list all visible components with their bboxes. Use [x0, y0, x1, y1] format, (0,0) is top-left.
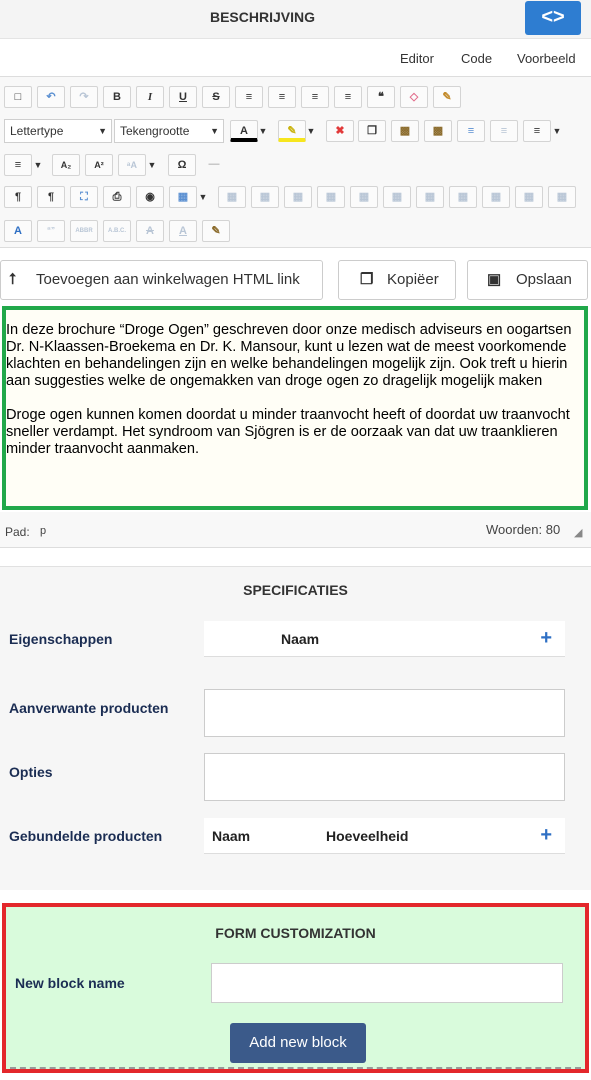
- numbered-list-icon[interactable]: ≡: [523, 120, 551, 142]
- insert-col-after-icon[interactable]: ▦: [449, 186, 477, 208]
- add-new-block-button[interactable]: Add new block: [230, 1023, 366, 1063]
- word-count: Woorden: 80: [486, 522, 561, 537]
- attributes-icon[interactable]: ✎: [202, 220, 230, 242]
- text-size-dropdown-icon[interactable]: ▼: [147, 160, 157, 170]
- editor-paragraph-2: Droge ogen kunnen komen doordat u minder traanvocht heeft of doordat uw traanvocht sneller verdampt. Het syndroom van Sjögren is er de oorzaak van dat uw traanklieren minder traanvocht aanmaken.: [6, 407, 570, 457]
- split-cells-icon[interactable]: ▦: [515, 186, 543, 208]
- table-icon[interactable]: ▦: [169, 186, 197, 208]
- strikethrough-icon[interactable]: S: [202, 86, 230, 108]
- section-title: BESCHRIJVING: [209, 9, 316, 25]
- save-button[interactable]: ▣ Opslaan: [467, 260, 588, 300]
- tab-preview[interactable]: Voorbeeld: [517, 51, 576, 66]
- subscript-icon[interactable]: A₂: [52, 154, 80, 176]
- bold-icon[interactable]: B: [103, 86, 131, 108]
- options-input[interactable]: [204, 753, 565, 801]
- bundled-products-label: Gebundelde producten: [9, 828, 163, 844]
- copy-button[interactable]: ❐ Kopiëer: [338, 260, 456, 300]
- upload-icon: ⭡: [9, 271, 17, 288]
- horizontal-line-icon[interactable]: —: [208, 158, 220, 170]
- fullscreen-icon[interactable]: ⛶: [70, 186, 98, 208]
- blockquote-icon[interactable]: ❝: [367, 86, 395, 108]
- table-dropdown-icon[interactable]: ▼: [198, 192, 208, 202]
- paste-text-icon[interactable]: ▩: [424, 120, 452, 142]
- highlight-color-icon[interactable]: ✎: [278, 120, 306, 142]
- options-label: Opties: [9, 764, 53, 780]
- code-toggle-button[interactable]: <>: [525, 1, 581, 35]
- acronym-icon[interactable]: A.B.C.: [103, 220, 131, 242]
- related-products-label: Aanverwante producten: [9, 700, 169, 716]
- rtl-icon[interactable]: ¶: [37, 186, 65, 208]
- font-size-select[interactable]: Tekengrootte ▼: [114, 119, 224, 143]
- align-left-icon[interactable]: ≡: [301, 86, 329, 108]
- new-block-name-input[interactable]: [211, 963, 563, 1003]
- add-property-button[interactable]: +: [540, 627, 552, 649]
- related-products-input[interactable]: [204, 689, 565, 737]
- align-center-icon[interactable]: ≡: [268, 86, 296, 108]
- dashed-divider: [10, 1067, 581, 1069]
- clean-format-icon[interactable]: ✎: [433, 86, 461, 108]
- add-to-cart-html-link-button[interactable]: ⭡ Toevoegen aan winkelwagen HTML link: [0, 260, 323, 300]
- form-customization-title: FORM CUSTOMIZATION: [215, 925, 376, 941]
- styles-icon[interactable]: A: [4, 220, 32, 242]
- superscript-icon[interactable]: A²: [85, 154, 113, 176]
- quotes-icon[interactable]: “”: [37, 220, 65, 242]
- save-icon: ▣: [487, 271, 502, 288]
- insert-row-after-icon[interactable]: ▦: [350, 186, 378, 208]
- paste-icon[interactable]: ▩: [391, 120, 419, 142]
- path-label: Pad:: [5, 525, 30, 539]
- bullet-list-icon[interactable]: ≡: [4, 154, 32, 176]
- highlight-dropdown-icon[interactable]: ▼: [306, 126, 316, 136]
- tab-code[interactable]: Code: [461, 51, 493, 66]
- font-family-select[interactable]: Lettertype ▼: [4, 119, 112, 143]
- editor-toolbar: [0, 76, 591, 248]
- special-char-icon[interactable]: Ω: [168, 154, 196, 176]
- specifications-panel: [0, 566, 591, 890]
- outdent-icon[interactable]: ≡: [490, 120, 518, 142]
- path-value: p: [40, 525, 47, 537]
- bullet-list-dropdown-icon[interactable]: ▼: [33, 160, 43, 170]
- properties-label: Eigenschappen: [9, 631, 113, 647]
- copy-icon[interactable]: ❐: [358, 120, 386, 142]
- form-customization-panel: [2, 903, 589, 1073]
- print-icon[interactable]: ⎙: [103, 186, 131, 208]
- text-color-icon[interactable]: A: [230, 120, 258, 142]
- insert-col-before-icon[interactable]: ▦: [416, 186, 444, 208]
- editor-status-bar: [0, 512, 591, 548]
- add-bundled-product-button[interactable]: +: [540, 824, 552, 846]
- insert-text-icon[interactable]: A: [169, 220, 197, 242]
- cut-icon[interactable]: ✖: [326, 120, 354, 142]
- ltr-icon[interactable]: ¶: [4, 186, 32, 208]
- table-delete-icon[interactable]: ▦: [218, 186, 246, 208]
- delete-row-icon[interactable]: ▦: [383, 186, 411, 208]
- new-document-icon[interactable]: □: [4, 86, 32, 108]
- text-size-icon[interactable]: ᵃA: [118, 154, 146, 176]
- find-icon[interactable]: ◉: [136, 186, 164, 208]
- insert-row-before-icon[interactable]: ▦: [317, 186, 345, 208]
- table-props-icon[interactable]: ▦: [251, 186, 279, 208]
- indent-icon[interactable]: ≡: [457, 120, 485, 142]
- align-right-icon[interactable]: ≡: [334, 86, 362, 108]
- align-justify-icon[interactable]: ≡: [235, 86, 263, 108]
- italic-icon[interactable]: I: [136, 86, 164, 108]
- rich-text-editor[interactable]: [2, 306, 588, 510]
- delete-col-icon[interactable]: ▦: [482, 186, 510, 208]
- abbreviation-icon[interactable]: ABBR: [70, 220, 98, 242]
- redo-icon[interactable]: ↷: [70, 86, 98, 108]
- specifications-title: SPECIFICATIES: [243, 582, 348, 598]
- editor-paragraph-1: In deze brochure “Droge Ogen” geschreven door onze medisch adviseurs en oogartsen Dr. N-Klaassen-Broekema en Dr. K. Mansour, kunt u lezen wat de meest voorkomende klachten en behandelingen zijn en welke behandelingen mogelijk zijn. Ook treft u hierin aan suggesties welke de ongemakken van droge ogen zo dragelijk mogelijk maken: [6, 322, 572, 389]
- merge-cells-icon[interactable]: ▦: [548, 186, 576, 208]
- section-header: [0, 0, 591, 38]
- properties-table-header: Naam +: [204, 621, 565, 657]
- new-block-name-label: New block name: [15, 975, 125, 991]
- cell-props-icon[interactable]: ▦: [284, 186, 312, 208]
- text-color-dropdown-icon[interactable]: ▼: [258, 126, 268, 136]
- delete-text-icon[interactable]: A: [136, 220, 164, 242]
- numbered-list-dropdown-icon[interactable]: ▼: [552, 126, 562, 136]
- bundled-products-table-header: Naam Hoeveelheid +: [204, 818, 565, 854]
- eraser-icon[interactable]: ◇: [400, 86, 428, 108]
- copy-icon: ❐: [360, 271, 374, 288]
- editor-tabs: [0, 38, 591, 76]
- resize-handle-icon[interactable]: ◢: [574, 527, 583, 539]
- undo-icon[interactable]: ↶: [37, 86, 65, 108]
- tab-editor[interactable]: Editor: [400, 51, 434, 66]
- underline-icon[interactable]: U: [169, 86, 197, 108]
